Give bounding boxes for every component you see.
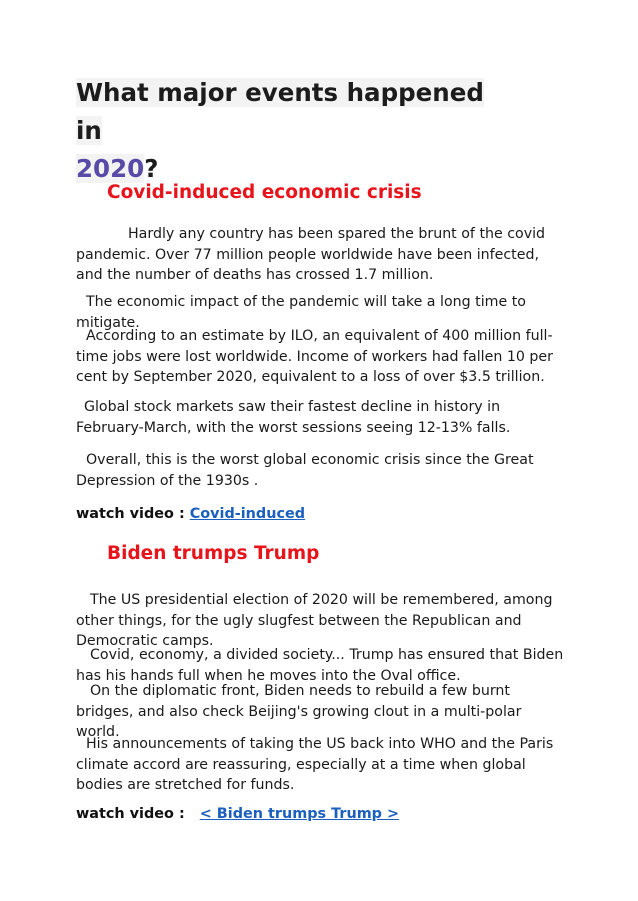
biden-paragraph-2: Covid, economy, a divided society... Trump has ensured that Biden has his hands full when he moves into the Oval office. [76, 647, 564, 684]
title-year: 2020 [76, 154, 145, 183]
covid-paragraph-3: According to an estimate by ILO, an equivalent of 400 million full-time jobs were lost worldwide. Income of workers had fallen 10 per cent by September 2020, equivalent to a loss of over $3.5 trillion. [76, 328, 553, 386]
biden-paragraph-1: The US presidential election of 2020 will be remembered, among other things, for the ugly slugfest between the Republican and Democratic camps. [76, 592, 553, 650]
title-suffix: ? [144, 154, 159, 183]
biden-paragraph-4: His announcements of taking the US back into WHO and the Paris climate accord are reassuring, especially at a time when global bodies are stretched for funds. [76, 736, 554, 794]
biden-paragraph-3: On the diplomatic front, Biden needs to rebuild a few burnt bridges, and also check Beijing's growing clout in a multi-polar world. [76, 683, 522, 741]
watch-video-label: watch video : [76, 506, 185, 522]
title-highlight [76, 78, 484, 183]
biden-video-link[interactable]: < Biden trumps Trump > [199, 806, 400, 822]
page-title [76, 74, 516, 188]
watch-video-covid [76, 504, 305, 524]
covid-paragraph-4: Global stock markets saw their fastest decline in history in February-March, with the worst sessions seeing 12-13% falls. [76, 399, 511, 436]
section-heading-biden: Biden trumps Trump [107, 543, 320, 564]
watch-video-label: watch video : [76, 806, 185, 822]
covid-paragraph-2: The economic impact of the pandemic will take a long time to mitigate. [76, 294, 526, 331]
section-heading-covid: Covid-induced economic crisis [107, 182, 422, 203]
title-prefix: What major events happened in [76, 78, 484, 145]
covid-paragraph-5: Overall, this is the worst global economic crisis since the Great Depression of the 1930s . [76, 452, 534, 489]
watch-video-biden [76, 804, 399, 824]
covid-paragraph-1: Hardly any country has been spared the brunt of the covid pandemic. Over 77 million people worldwide have been infected, and the number of deaths has crossed 1.7 million. [76, 226, 546, 284]
covid-video-link[interactable]: Covid-induced [189, 506, 306, 522]
